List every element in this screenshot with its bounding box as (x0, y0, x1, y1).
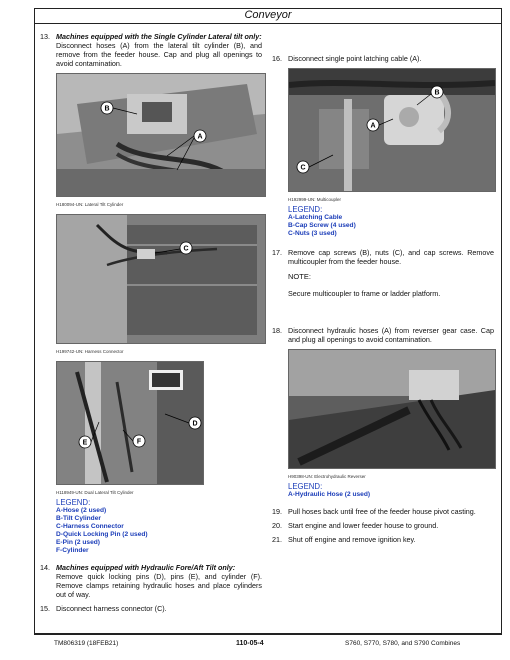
step-21 (272, 535, 494, 544)
figure-caption: H180094-UN: Lateral Tilt Cylinder (56, 202, 124, 207)
step-number: 18. (272, 326, 282, 335)
step-text: Disconnect harness connector (C). (56, 604, 167, 613)
step-number: 21. (272, 535, 282, 544)
figure-caption: H118949-UN: Dual Lateral Tilt Cylinder (56, 490, 134, 495)
footer-doc-id: TM806319 (18FEB21) (54, 640, 119, 647)
callout-label: F (136, 438, 142, 446)
note-label: NOTE: (288, 272, 311, 281)
step-number: 15. (40, 604, 50, 613)
callout-label: A (370, 122, 376, 130)
header-divider (34, 23, 502, 24)
step-number: 20. (272, 521, 282, 530)
figure-dual-lateral-tilt-cylinder (56, 361, 204, 485)
step-text: Disconnect single point latching cable (A). (288, 54, 422, 63)
legend (288, 482, 494, 499)
legend-item: B-Tilt Cylinder (56, 515, 101, 522)
legend-title: LEGEND: (56, 498, 91, 507)
figure-lateral-tilt-cylinder (56, 73, 266, 197)
step-text: Start engine and lower feeder house to ground. (288, 521, 439, 530)
step-number: 13. (40, 32, 50, 41)
step-text: Pull hoses back until free of the feeder house pivot casting. (288, 507, 476, 516)
step-number: 17. (272, 248, 282, 257)
callout-label: B (434, 89, 440, 97)
callout-label: B (104, 105, 110, 113)
figure-caption: H192999-UN: Multicoupler (288, 197, 342, 202)
legend-item: A-Hydraulic Hose (2 used) (288, 491, 371, 498)
page-title: Conveyor (244, 9, 292, 21)
footer-models: S760, S770, S780, and S790 Combines (345, 640, 461, 647)
step-14 (40, 563, 262, 599)
legend-item: F-Cylinder (56, 547, 89, 554)
step-text: Remove cap screws (B), nuts (C), and cap screws. Remove multicoupler from the feeder house. (288, 248, 494, 266)
legend (56, 498, 262, 555)
legend-title: LEGEND: (288, 482, 323, 491)
step-17 (272, 248, 494, 266)
legend-item: E-Pin (2 used) (56, 539, 100, 546)
note-text: Secure multicoupler to frame or ladder platform. (288, 289, 441, 298)
step-text: Disconnect hydraulic hoses (A) from reverser gear case. Cap and plug all openings to avoid contamination. (288, 326, 494, 344)
figure-electrohydraulic-reverser (288, 349, 496, 469)
step-heading: Machines equipped with Hydraulic Fore/Aft Tilt only: (56, 563, 236, 572)
figure-harness-connector (56, 214, 266, 344)
callout-label: E (82, 439, 88, 447)
left-column (40, 32, 262, 618)
legend-title: LEGEND: (288, 205, 323, 214)
figure-multicoupler (288, 68, 496, 192)
step-13 (40, 32, 262, 68)
step-text: Disconnect hoses (A) from the lateral tilt cylinder (B), and remove from the feeder house. Cap and plug all openings to avoid contamination. (56, 41, 262, 68)
note-block (288, 272, 494, 298)
callout-label: C (183, 245, 189, 253)
step-15 (40, 604, 262, 613)
callout-label: D (192, 420, 198, 428)
step-text: Shut off engine and remove ignition key. (288, 535, 416, 544)
figure-caption: H90398-UN: Electrohydraulic Reverser (288, 474, 366, 479)
step-text: Remove quick locking pins (D), pins (E), and cylinder (F). Remove clamps retaining hydraulic hoses and place cylinders out of way. (56, 572, 262, 599)
step-20 (272, 521, 494, 530)
legend-item: C-Nuts (3 used) (288, 230, 337, 237)
figure-caption: H199742-UN: Harness Connector (56, 349, 124, 354)
legend-item: C-Harness Connector (56, 523, 124, 530)
right-column (272, 54, 494, 549)
callout-label: C (300, 164, 306, 172)
footer-divider (34, 634, 502, 635)
step-number: 14. (40, 563, 50, 572)
step-number: 19. (272, 507, 282, 516)
legend (288, 205, 494, 238)
step-16 (272, 54, 494, 63)
footer-page-number: 110-05-4 (236, 640, 264, 647)
step-heading: Machines equipped with the Single Cylinder Lateral tilt only: (56, 32, 262, 41)
step-18 (272, 326, 494, 344)
legend-item: B-Cap Screw (4 used) (288, 222, 356, 229)
step-number: 16. (272, 54, 282, 63)
step-19 (272, 507, 494, 516)
legend-item: A-Latching Cable (288, 214, 343, 221)
legend-item: A-Hose (2 used) (56, 507, 107, 514)
callout-label: A (197, 133, 203, 141)
legend-item: D-Quick Locking Pin (2 used) (56, 531, 148, 538)
